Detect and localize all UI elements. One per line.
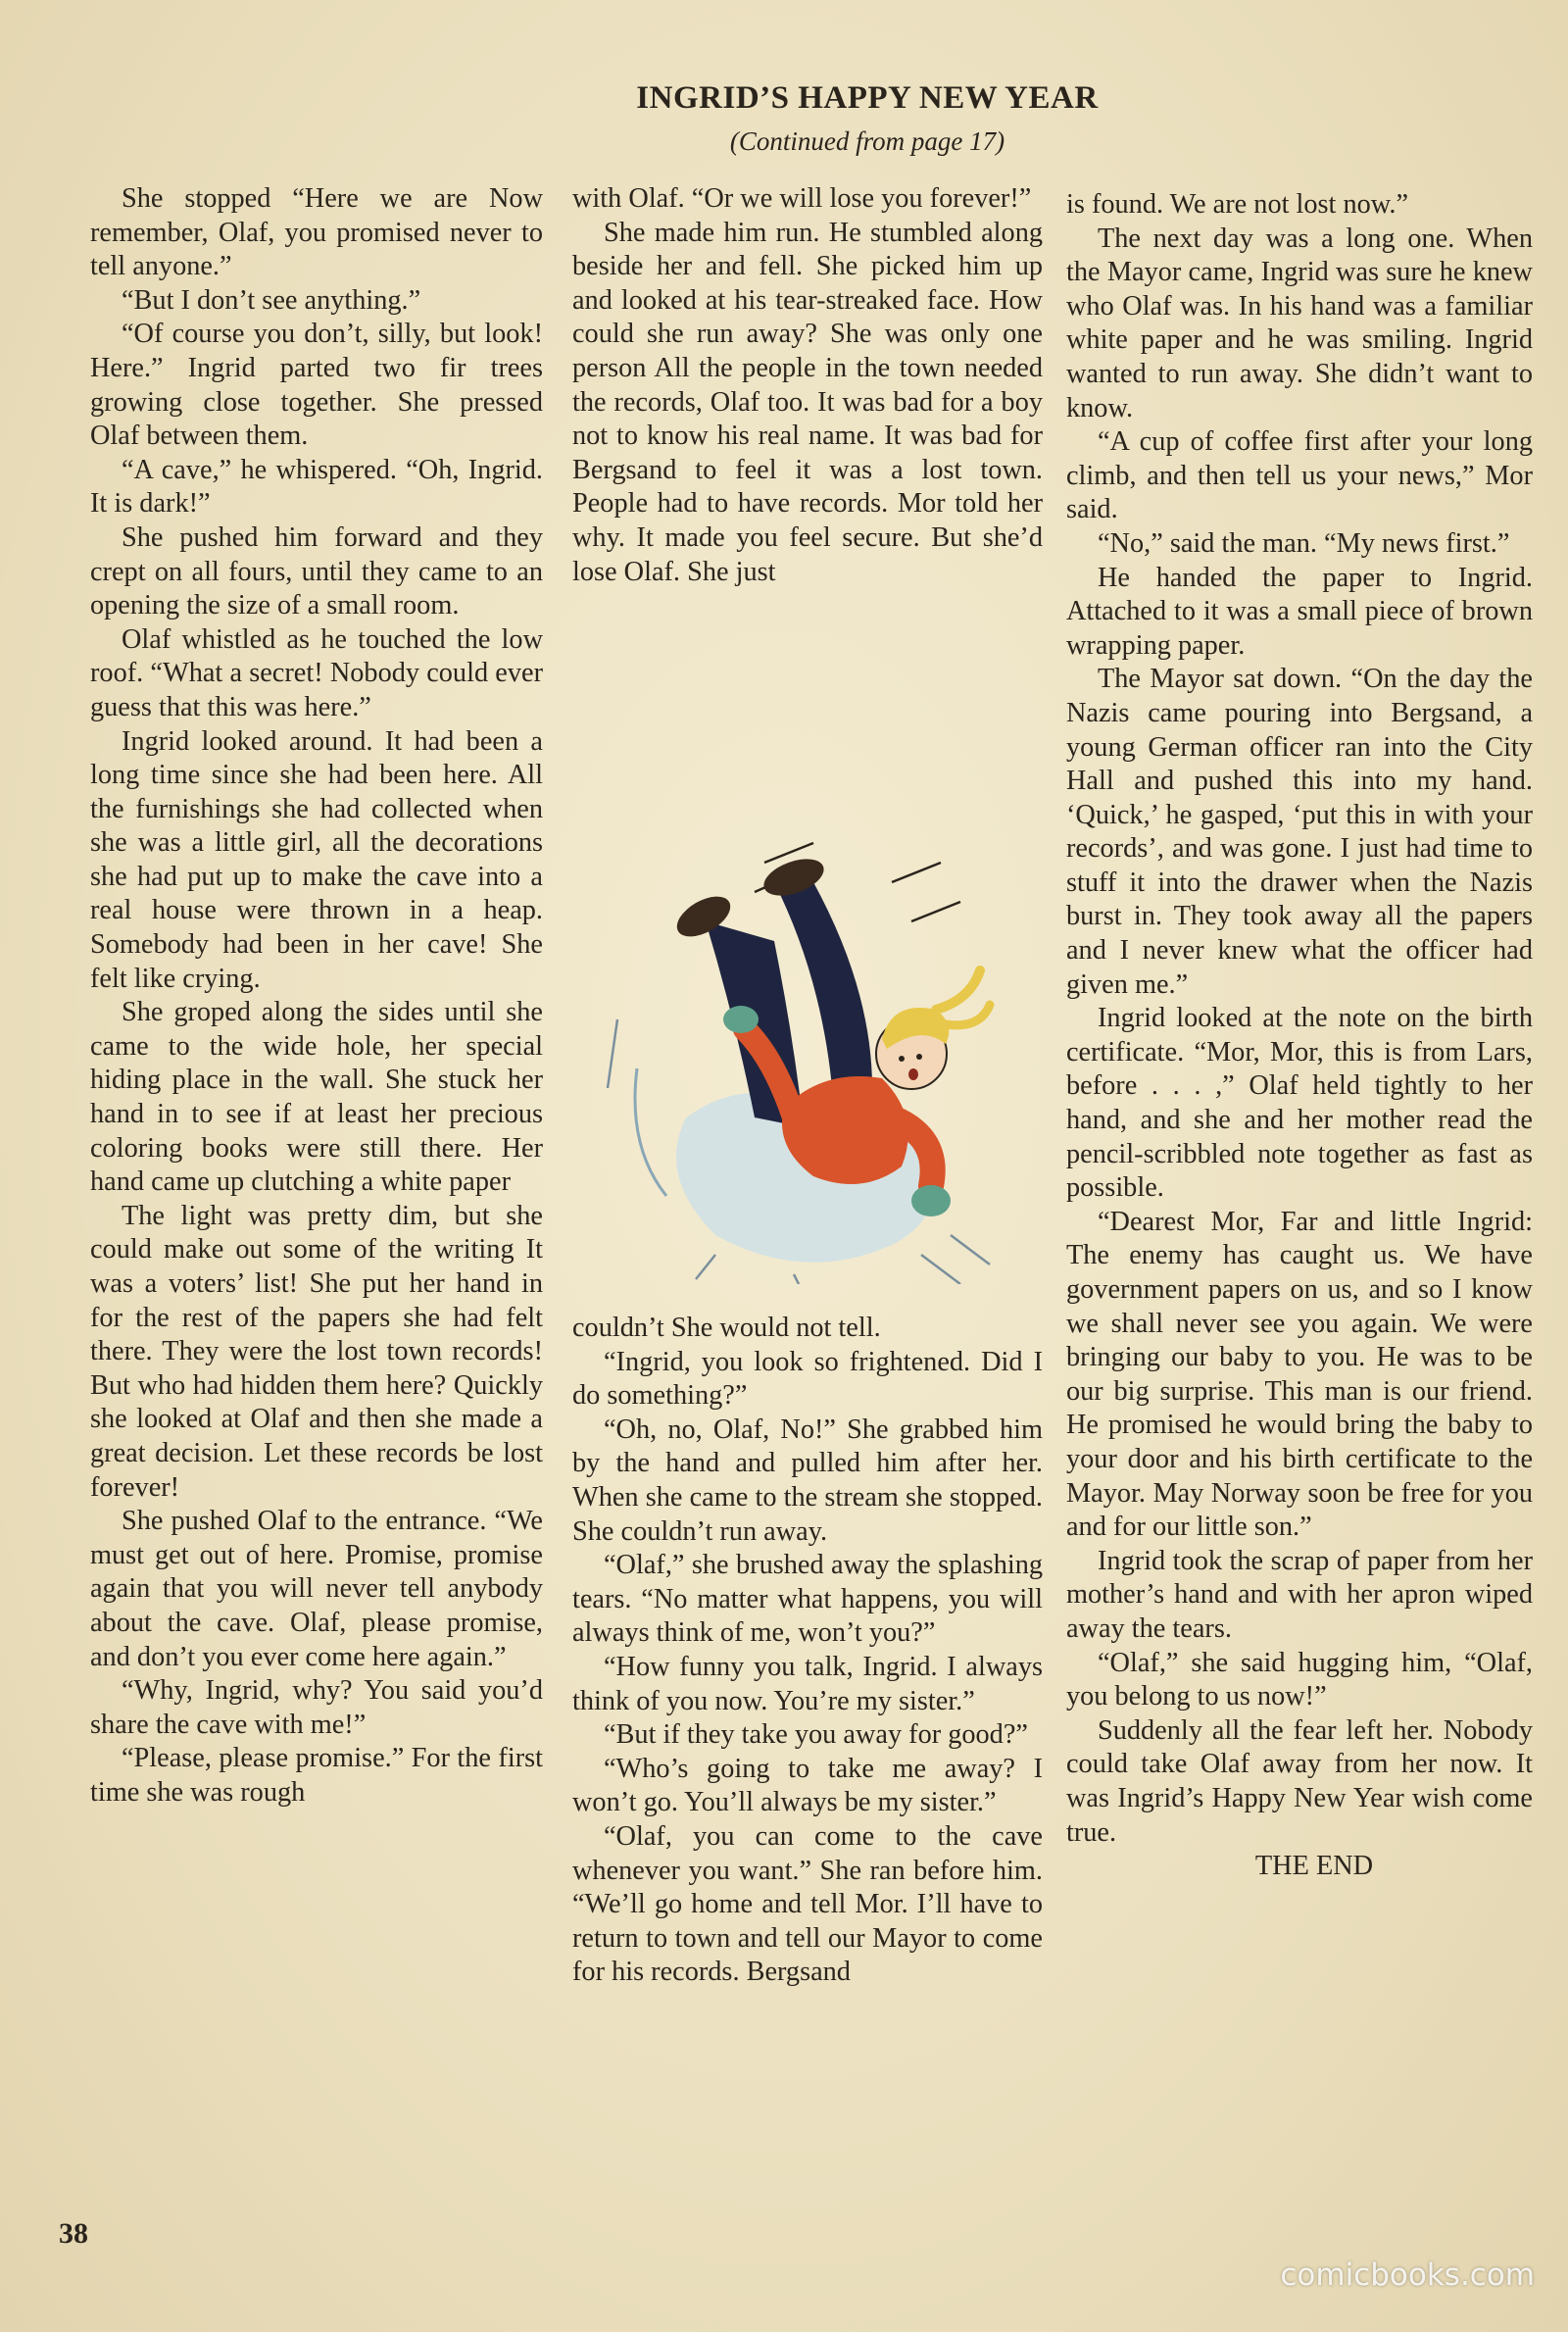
paragraph: She pushed Olaf to the entrance. “We must get out of here. Promise, promise again that you will never tell anybody about the cave. Olaf, please promise, and don’t you ever come here again.” [90, 1506, 543, 1672]
paragraph: couldn’t She would not tell. [572, 1313, 881, 1343]
text-column-1 [90, 182, 543, 1811]
paragraph: The next day was a long one. When the Mayor came, Ingrid was sure he knew who Olaf was. In his hand was a familiar white paper and he was smiling. Ingrid wanted to run away. She didn’t want to know. [1066, 223, 1533, 423]
paragraph: “Olaf,” she said hugging him, “Olaf, you belong to us now!” [1066, 1647, 1533, 1712]
watermark: comicbooks.com [1280, 2258, 1535, 2293]
text-column-3 [1066, 188, 1533, 1884]
paragraph: “A cave,” he whispered. “Oh, Ingrid. It is dark!” [90, 454, 543, 520]
paragraph: “No,” said the man. “My news first.” [1098, 527, 1510, 559]
story-title: INGRID’S HAPPY NEW YEAR [636, 80, 1099, 116]
paragraph: She made him run. He stumbled along beside her and fell. She picked him up and looked at his tear-streaked face. How could she run away? She was only one person All the people in the town needed the records, Olaf too. It was bad for a boy not to know his real name. It was bad for Bergsand to feel it was a lost town. People had to have records. Mor told her why. It made you feel secure. But she’d lose Olaf. She just [572, 217, 1043, 587]
paragraph: She groped along the sides until she came to the wide hole, her special hiding place in the wall. She stuck her hand in to see if at least her precious coloring books were still there. Her hand came up clutching a white paper [90, 997, 543, 1198]
text-column-2-bottom [572, 1312, 1043, 1990]
text-column-2-top [572, 182, 1043, 589]
paragraph: “Please, please promise.” For the first time she was rough [90, 1743, 543, 1808]
paragraph: “Ingrid, you look so frightened. Did I do something?” [572, 1346, 1043, 1412]
paragraph: She pushed him forward and they crept on all fours, until they came to an opening the size of a small room. [90, 521, 543, 621]
paragraph: The light was pretty dim, but she could make out some of the writing It was a voters’ list! She put her hand in for the rest of the papers she had felt there. They were the lost town records! But who had hidden them here? Quickly she looked at Olaf and then she made a great decision. Let these records be lost forever! [90, 1200, 543, 1503]
paragraph: “Who’s going to take me away? I won’t go. You’ll always be my sister.” [572, 1753, 1043, 1818]
paragraph: “Of course you don’t, silly, but look! Here.” Ingrid parted two fir trees growing close together. She pressed Olaf between them. [90, 319, 543, 452]
story-header [0, 80, 1568, 157]
paragraph: “Olaf, you can come to the cave whenever you want.” She ran before him. “We’ll go home and tell Mor. I’ll have to return to town and tell our Mayor to come for his records. Bergsand [572, 1820, 1043, 1988]
paragraph: “But if they take you away for good?” [604, 1719, 1028, 1751]
paragraph: “How funny you talk, Ingrid. I always think of you now. You’re my sister.” [572, 1651, 1043, 1716]
paragraph: “Oh, no, Olaf, No!” She grabbed him by the hand and pulled him after her. When she came to the stream she stopped. She couldn’t run away. [572, 1414, 1043, 1547]
paragraph: is found. We are not lost now.” [1066, 189, 1409, 220]
paragraph: Ingrid looked at the note on the birth certificate. “Mor, Mor, this is from Lars, before . . . ,” Olaf held tightly to her hand, and she and her mother read the pencil-scribbled note together as fast as possible. [1066, 1003, 1533, 1204]
falling-boy-illustration [598, 823, 1019, 1284]
the-end-label: THE END [1254, 1851, 1374, 1882]
paragraph: “A cup of coffee first after your long climb, and then tell us your news,” Mor said. [1066, 426, 1533, 525]
paragraph: She stopped “Here we are Now remember, Olaf, you promised never to tell anyone.” [90, 183, 543, 282]
paragraph: Suddenly all the fear left her. Nobody could take Olaf away from her now. It was Ingrid’s Happy New Year wish come true. [1066, 1714, 1533, 1848]
paragraph: “Dearest Mor, Far and little Ingrid: The enemy has caught us. We have government papers on us, and so I know we shall never see you again. We were bringing our baby to you. He was to be our big surprise. This man is our friend. He promised he would bring the baby to your door and his birth certificate to the Mayor. May Norway soon be free for you and for our little son.” [1066, 1206, 1533, 1543]
continued-note: (Continued from page 17) [729, 126, 1005, 156]
paragraph: “Why, Ingrid, why? You said you’d share the cave with me!” [90, 1675, 543, 1740]
paragraph: with Olaf. “Or we will lose you forever!” [572, 183, 1032, 214]
paragraph: The Mayor sat down. “On the day the Nazis came pouring into Bergsand, a young German officer ran into the City Hall and pushed this into my hand. ‘Quick,’ he gasped, ‘put this in with your records’, and was gone. I just had time to stuff it into the drawer when the Nazis burst in. They took away all the papers and I never knew what the officer had given me.” [1066, 664, 1533, 1000]
paragraph: “Olaf,” she brushed away the splashing tears. “No matter what happens, you will always think of me, won’t you?” [572, 1550, 1043, 1649]
paragraph: Ingrid took the scrap of paper from her mother’s hand and with her apron wiped away the tears. [1066, 1545, 1533, 1644]
paragraph: He handed the paper to Ingrid. Attached to it was a small piece of brown wrapping paper. [1066, 562, 1533, 661]
paragraph: “But I don’t see anything.” [122, 284, 421, 316]
paragraph: Ingrid looked around. It had been a long time since she had been here. All the furnishings she had collected when she was a little girl, all the decorations she had put up to make the cave into a real house were thrown in a heap. Somebody had been in her cave! She felt like crying. [90, 725, 543, 994]
page-number: 38 [59, 2217, 88, 2250]
paragraph: Olaf whistled as he touched the low roof. “What a secret! Nobody could ever guess that this was here.” [90, 623, 543, 722]
